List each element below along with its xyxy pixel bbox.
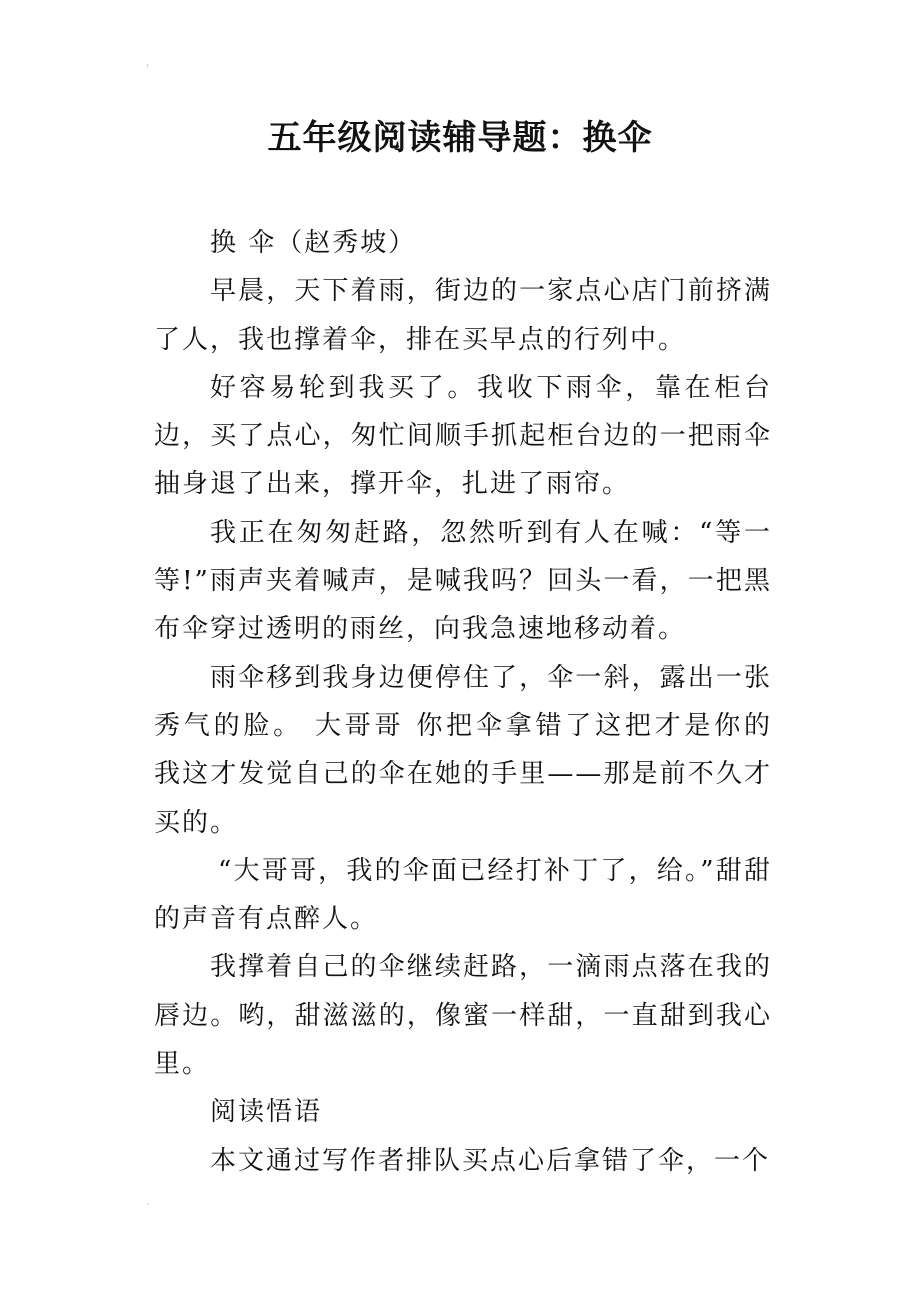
paragraph: 本文通过写作者排队买点心后拿错了伞，一个 [210,1145,771,1176]
paragraph: “大哥哥，我的伞面已经打补丁了，给。”甜甜的声音有点醉人。 [154,855,772,935]
document-body [154,219,772,1185]
paragraph: 我正在匆匆赶路，忽然听到有人在喊：“等一等!”雨声夹着喊声，是喊我吗？回头一看，一把黑布伞穿过透明的雨丝，向我急速地移动着。 [154,517,772,645]
paragraph: 雨伞移到我身边便停住了，伞一斜，露出一张秀气的脸。 大哥哥 你把伞拿错了这把才是你的 我这才发觉自己的伞在她的手里——那是前不久才买的。 [154,662,772,838]
story-heading: 换 伞（赵秀坡） [210,228,417,258]
scan-mark: ' [146,62,150,76]
paragraph: 我撑着自己的伞继续赶路，一滴雨点落在我的唇边。哟，甜滋滋的，像蜜一样甜，一直甜到我心里。 [154,952,772,1080]
section-heading: 阅读悟语 [210,1097,323,1128]
scan-mark: . [146,1194,150,1208]
document-title: 五年级阅读辅导题：换伞 [267,118,653,158]
paragraph: 好容易轮到我买了。我收下雨伞，靠在柜台边，买了点心，匆忙间顺手抓起柜台边的一把雨伞抽身退了出来，撑开伞，扎进了雨帘。 [154,372,772,500]
paragraph: 早晨，天下着雨，街边的一家点心店门前挤满了人，我也撑着伞，排在买早点的行列中。 [154,276,772,355]
